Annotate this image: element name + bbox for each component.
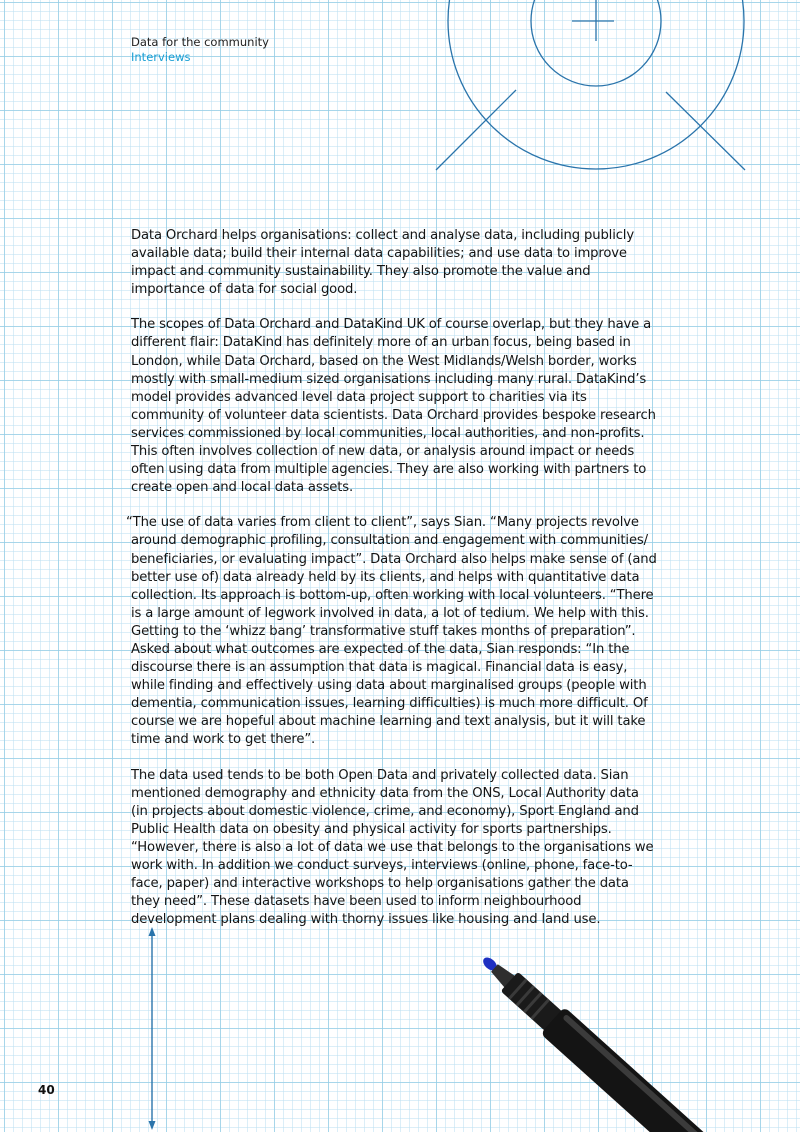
section-title: Data for the community bbox=[131, 35, 269, 49]
paragraph: The data used tends to be both Open Data and privately collected data. Sian mentioned demography and ethnicity data from the ONS, Local Authority data (in projects about domestic violence, crime, and economy), Sport England and Public Health data on obesity and physical activity for sports partnerships. “However, there is also a lot of data we use that belongs to the organisations we work with. In addition we conduct surveys, interviews (online, phone, face-to-face, paper) and interactive workshops to help organisations gather the data they need”. These datasets have been used to inform neighbourhood development plans dealing with thorny issues like housing and land use. bbox=[131, 767, 654, 928]
paragraph: Data Orchard helps organisations: collect and analyse data, including publicly available data; build their internal data capabilities; and use data to improve impact and community sustainability. They also promote the value and importance of data for social good. bbox=[131, 228, 634, 298]
paragraph: “The use of data varies from client to client”, says Sian. “Many projects revolve around demographic profiling, consultation and engagement with communities/ beneficiaries, or evaluating impact”. Data Orchard also helps make sense of (and better use of) data already held by its clients, and helps with quantitative data collection. Its approach is bottom-up, often working with local volunteers. “There is a large amount of legwork involved in data, a lot of tedium. We help with this. Getting to the ‘whizz bang’ transformative stuff takes months of preparation”. Asked about what outcomes are expected of the data, Sian responds: “In the discourse there is an assumption that data is magical. Financial data is easy, while finding and effectively using data about marginalised groups (people with dementia, communication issues, learning difficulties) is much more difficult. Of course we are hopeful about machine learning and text analysis, but it will take time and work to get there”. bbox=[126, 515, 657, 748]
page-number: 40 bbox=[38, 1083, 55, 1097]
article-body bbox=[126, 227, 658, 946]
paragraph: The scopes of Data Orchard and DataKind UK of course overlap, but they have a different flair: DataKind has definitely more of an urban focus, being based in London, while Data Orchard, based on the West Midlands/Welsh border, works mostly with small-medium sized organisations including many rural. DataKind’s model provides advanced level data project support to charities via its community of volunteer data scientists. Data Orchard provides bespoke research services commissioned by local communities, local authorities, and non-profits. This often involves collection of new data, or analysis around impact or needs often using data from multiple agencies. They are also working with partners to create open and local data assets. bbox=[131, 317, 656, 496]
double-arrow-icon bbox=[140, 925, 164, 1132]
crosshair-circle-icon bbox=[0, 0, 800, 200]
marker-pen-icon bbox=[470, 950, 800, 1132]
section-subtitle: Interviews bbox=[131, 50, 191, 64]
